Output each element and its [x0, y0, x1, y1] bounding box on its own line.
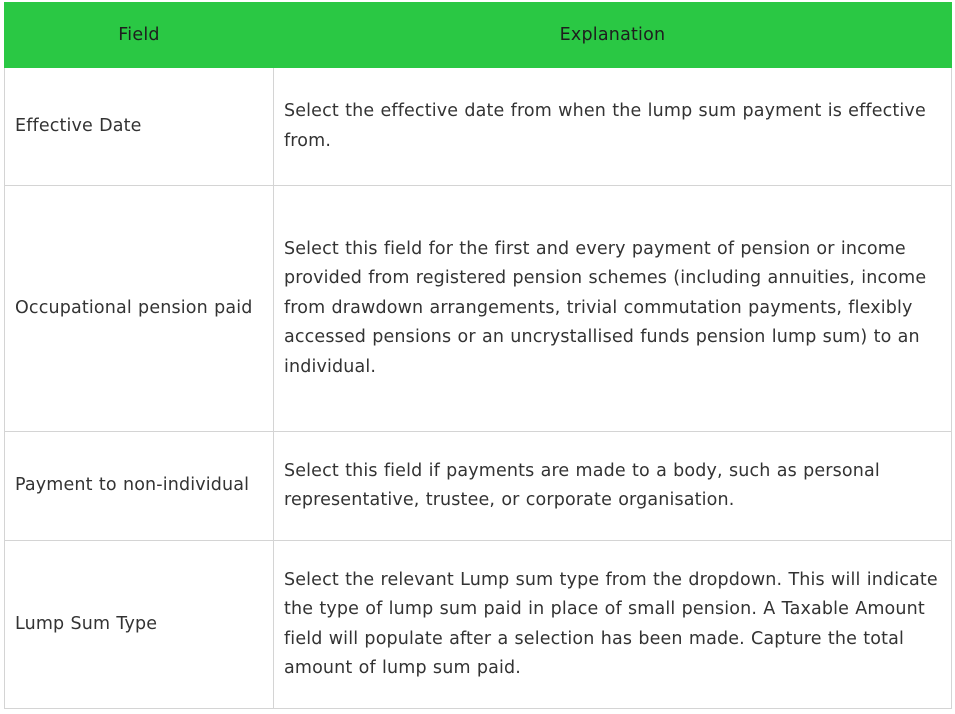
explanation-cell: Select this field for the first and every payment of pension or income provided from registered pension schemes (including annuities, income from drawdown arrangements, trivial commutation payments, flexibly accessed pensions or an uncrystallised funds pension lump sum) to an individual. — [274, 186, 952, 432]
field-cell: Payment to non-individual — [5, 432, 274, 541]
header-field: Field — [5, 3, 274, 68]
field-cell: Occupational pension paid — [5, 186, 274, 432]
explanation-cell: Select the relevant Lump sum type from the dropdown. This will indicate the type of lump sum paid in place of small pension. A Taxable Amount field will populate after a selection has been made. Capture the total amount of lump sum paid. — [274, 541, 952, 709]
table-row — [5, 186, 952, 432]
field-explanation-table-container — [4, 2, 951, 709]
table-row — [5, 541, 952, 709]
field-cell: Effective Date — [5, 68, 274, 186]
table-row — [5, 432, 952, 541]
explanation-cell: Select the effective date from when the lump sum payment is effective from. — [274, 68, 952, 186]
table-body — [5, 68, 952, 709]
explanation-cell: Select this field if payments are made to a body, such as personal representative, trustee, or corporate organisation. — [274, 432, 952, 541]
table-header — [5, 3, 952, 68]
table-row — [5, 68, 952, 186]
field-explanation-table — [4, 2, 952, 709]
header-row — [5, 3, 952, 68]
header-explanation: Explanation — [274, 3, 952, 68]
field-cell: Lump Sum Type — [5, 541, 274, 709]
